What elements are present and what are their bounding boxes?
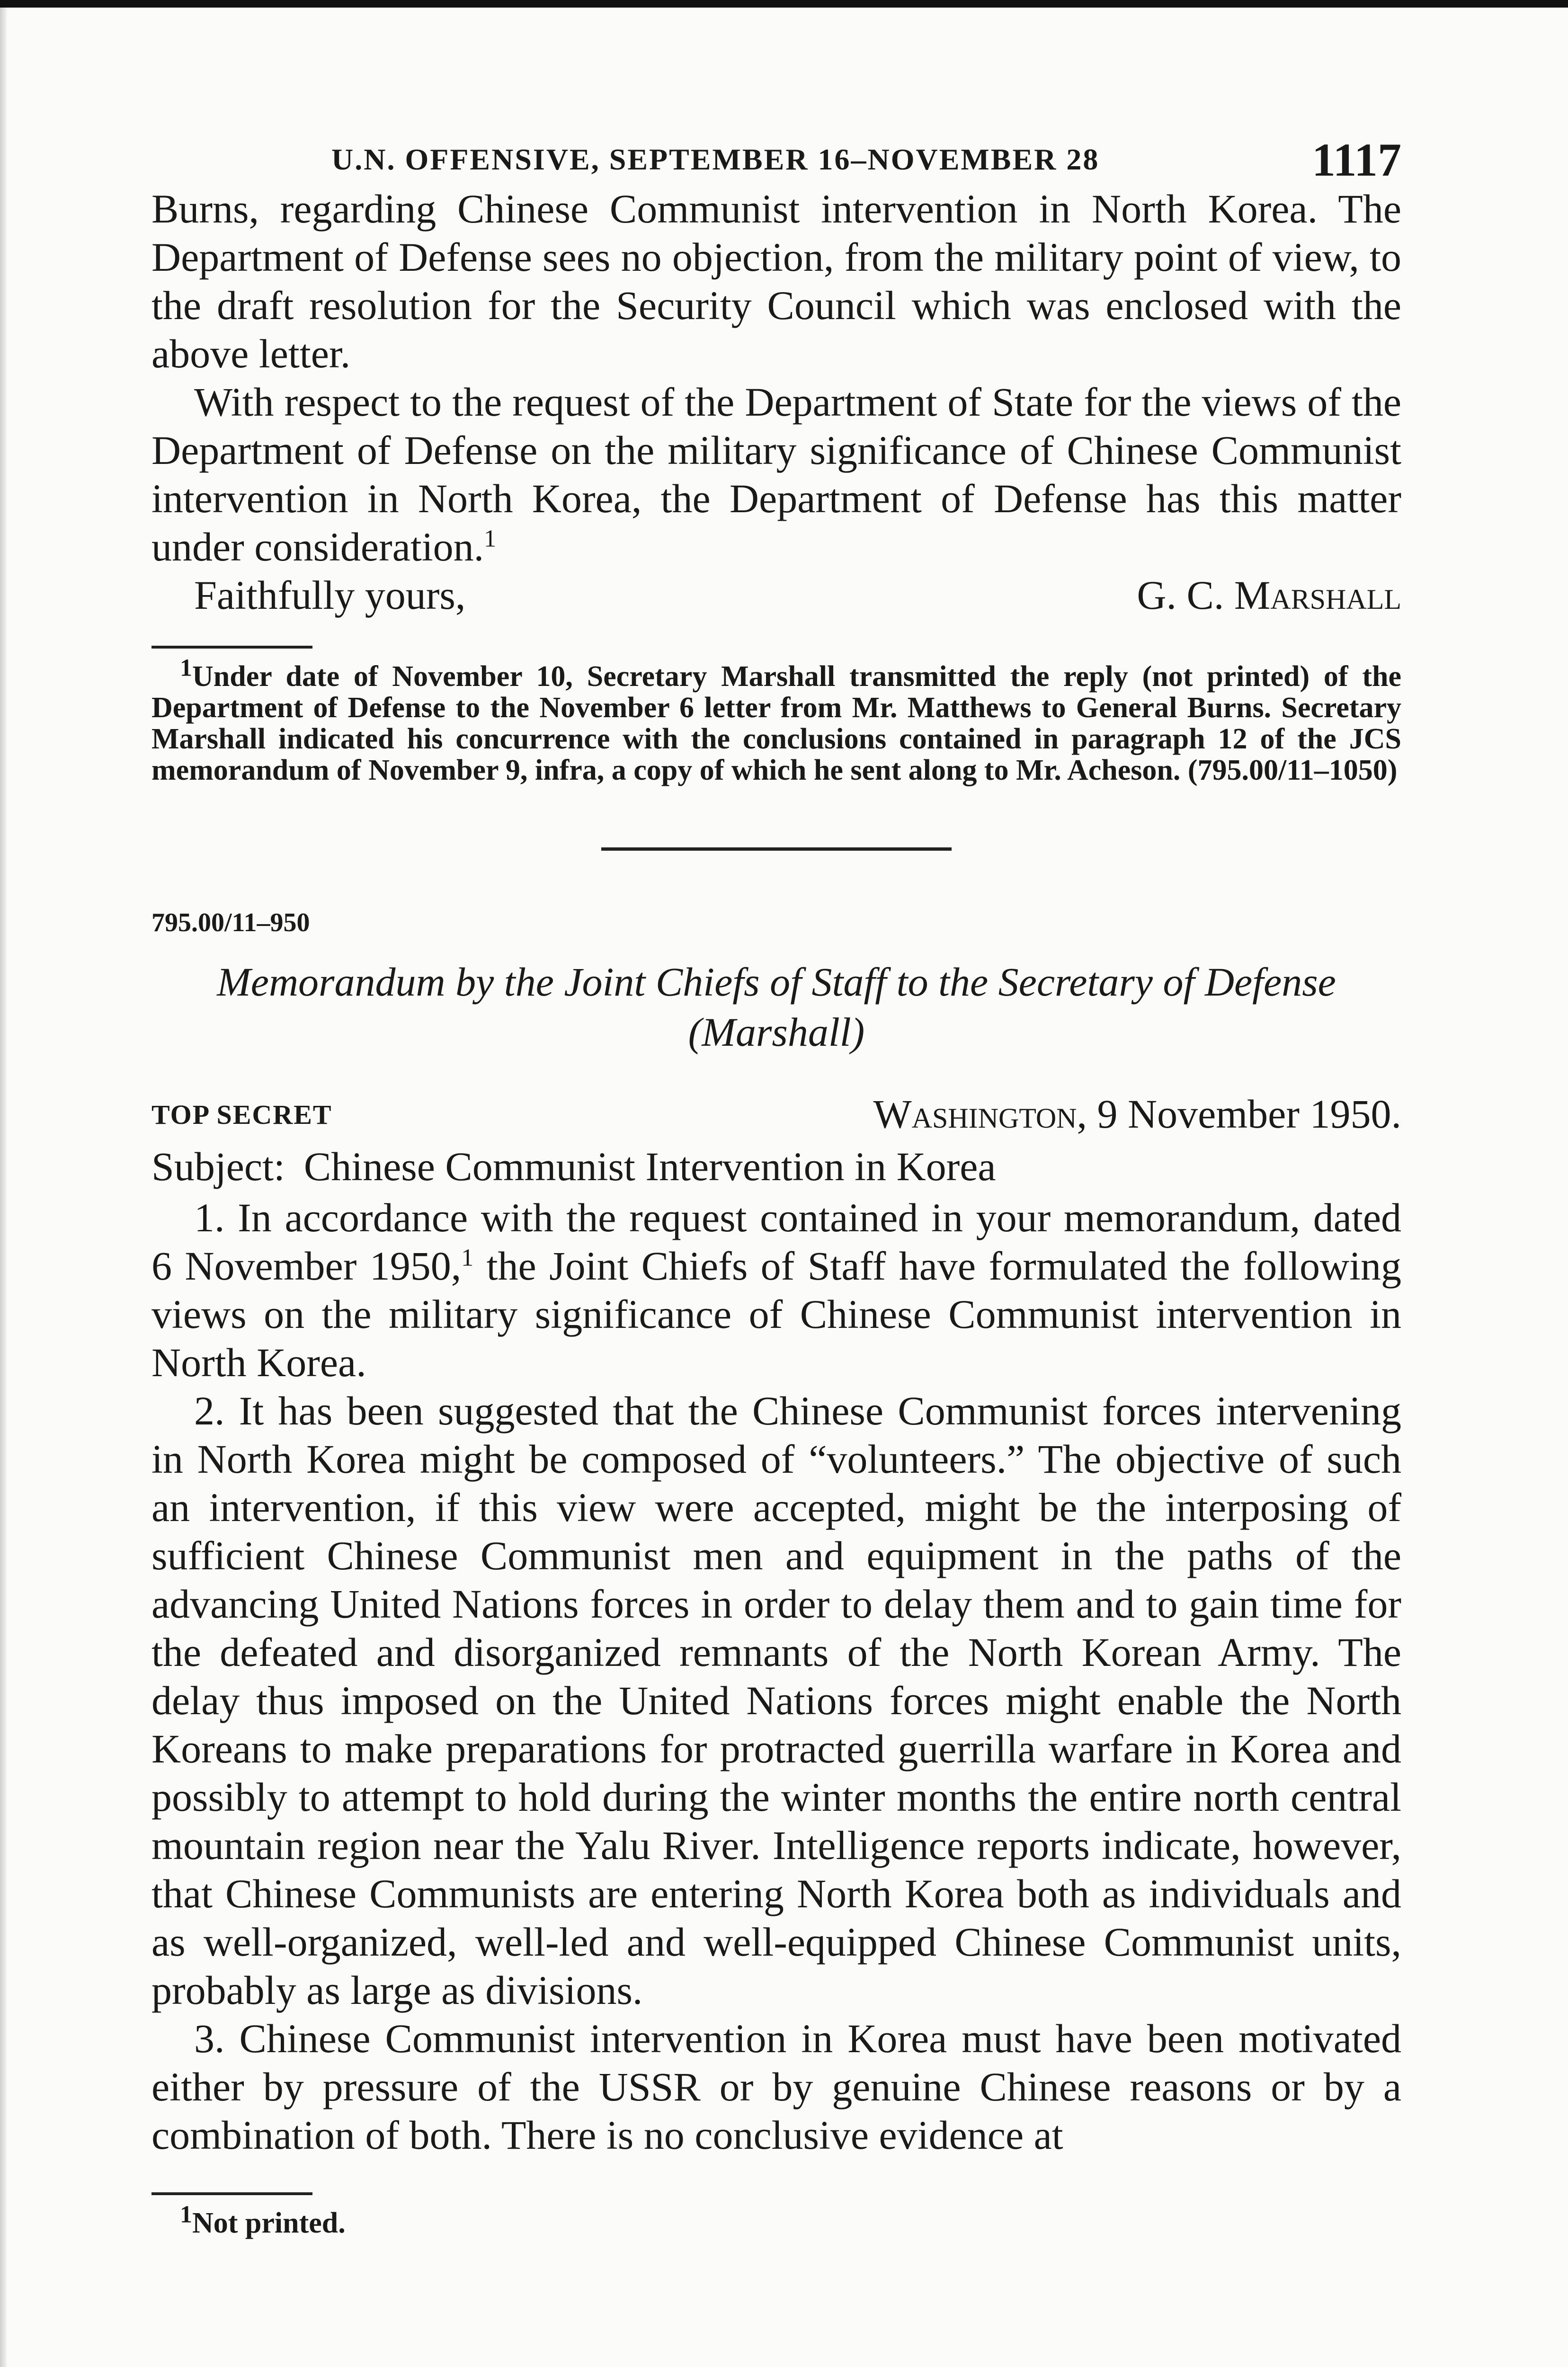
subject-text: Chinese Communist Intervention in Korea	[303, 1144, 996, 1189]
place-date	[873, 1090, 1401, 1138]
file-number: 795.00/11–950	[151, 908, 310, 937]
memo-footnote	[151, 2201, 1401, 2239]
top-edge-rule	[0, 0, 1568, 8]
letter-footnote	[151, 654, 1401, 786]
running-head-title: U.N. OFFENSIVE, SEPTEMBER 16–NOVEMBER 28	[331, 142, 1100, 176]
footnote-rule	[151, 646, 312, 649]
page-number: 1117	[1312, 133, 1401, 186]
date: , 9 November 1950.	[1077, 1091, 1401, 1137]
letter-footnote-text: Under date of November 10, Secretary Marshall transmitted the reply (not printed) of the Department of Defense to the November 6 letter from Mr. Matthews to General Burns. Secretary Marshall indicated his concurrence with the conclusions contained in paragraph 12 of the JCS memorandum of November 9, infra, a copy of which he sent along to Mr. Acheson. (795.00/11–1050)	[151, 660, 1401, 786]
footnote-rule	[151, 2192, 312, 2195]
classification: TOP SECRET	[151, 1099, 332, 1130]
subject-label: Subject:	[151, 1144, 285, 1189]
page-left-edge	[0, 8, 7, 2367]
signature: G. C. Marshall	[1137, 572, 1401, 618]
memo-paragraph-3: 3. Chinese Communist intervention in Korea must have been motivated either by pressure of the USSR or by genuine Chinese reasons or by a combination of both. There is no conclusive evidence at	[151, 2016, 1401, 2158]
footnote-mark: 1	[180, 2201, 192, 2228]
subject-line	[151, 1142, 1401, 1191]
document-page	[151, 133, 1401, 2239]
section-divider	[601, 847, 952, 851]
dateline	[151, 1090, 1401, 1142]
memo-title	[151, 957, 1401, 1057]
place: Washington	[873, 1091, 1077, 1137]
footnote-ref: 1	[461, 1244, 474, 1272]
footnote-mark: 1	[180, 654, 192, 682]
memo-paragraph-1-a: 1. In accordance with the request contained in your memorandum, dated 6 November 1950,	[151, 1195, 1401, 1289]
letter-paragraph-2-text: With respect to the request of the Department of State for the views of the Department of Defense on the military significance of Chinese Communist intervention in North Korea, the Department of Defense has this matter under consideration.	[151, 379, 1401, 570]
memo-paragraph-2: 2. It has been suggested that the Chinese Communist forces intervening in North Korea might be composed of “volunteers.” The objective of such an intervention, if this view were accepted, might be the interposing of sufficient Chinese Communist men and equipment in the paths of the advancing United Nations forces in order to delay them and to gain time for the defeated and disorganized remnants of the North Korean Army. The delay thus imposed on the United Nations forces might enable the North Koreans to make preparations for protracted guerrilla warfare in Korea and possibly to attempt to hold during the winter months the entire north central mountain region near the Yalu River. Intelligence reports indicate, however, that Chinese Communists are entering North Korea both as individuals and as well-organized, well-led and well-equipped Chinese Communist units, probably as large as divisions.	[151, 1388, 1401, 2013]
memo-footnote-text: Not printed.	[192, 2207, 346, 2239]
running-head	[151, 133, 1401, 185]
letter-closing	[151, 571, 1401, 623]
letter-paragraph-2	[151, 378, 1401, 571]
memo-title-line-1: Memorandum by the Joint Chiefs of Staff to the Secretary of Defense	[217, 959, 1336, 1005]
letter-paragraph-1: Burns, regarding Chinese Communist intervention in North Korea. The Department of Defense sees no objection, from the military point of view, to the draft resolution for the Security Council which was enclosed with the above letter.	[151, 186, 1401, 376]
salutation: Faithfully yours,	[194, 572, 466, 618]
footnote-ref: 1	[484, 525, 497, 552]
memo-paragraph-1-b: the Joint Chiefs of Staff have formulated the following views on the military significance of Chinese Communist intervention in North Korea.	[151, 1243, 1401, 1385]
memo-title-line-2: (Marshall)	[688, 1009, 865, 1055]
memo-paragraph-1	[151, 1193, 1401, 1387]
